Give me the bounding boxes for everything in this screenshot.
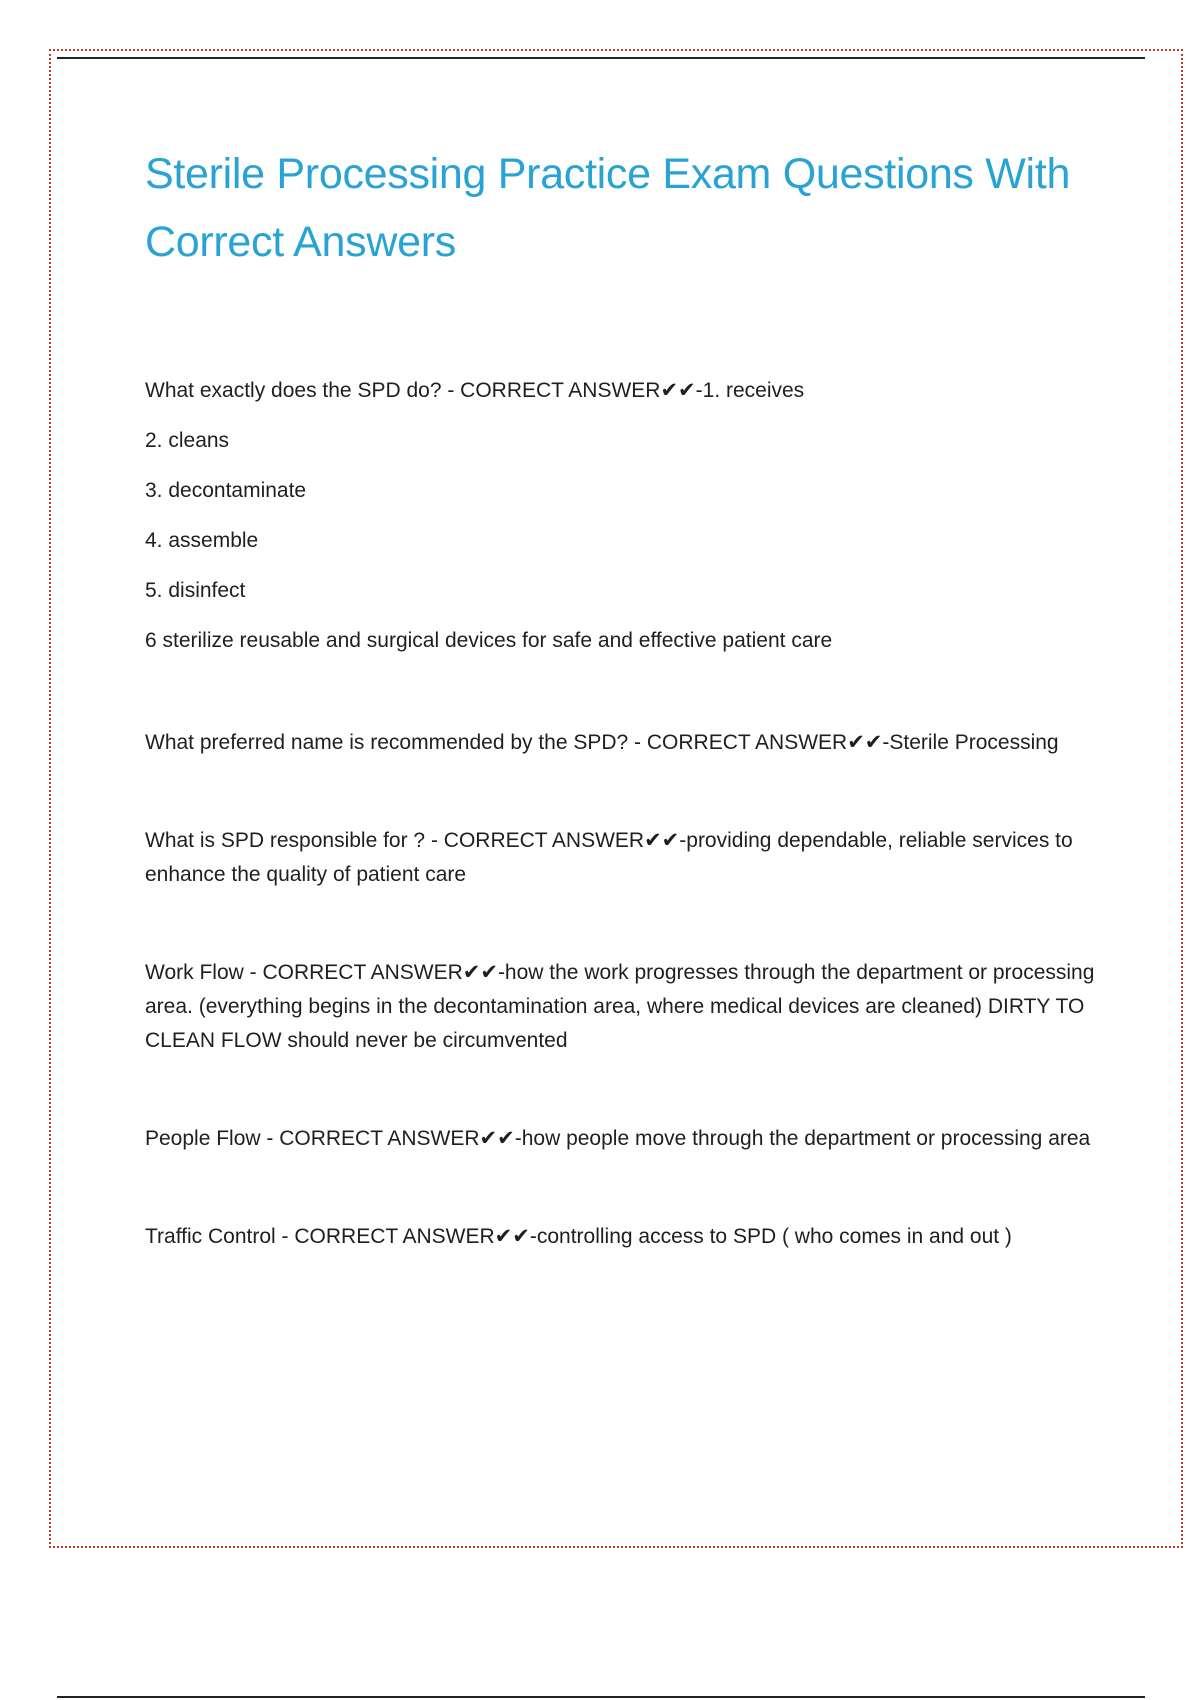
list-item: 5. disinfect	[145, 579, 246, 602]
document-title: Sterile Processing Practice Exam Questions With Correct Answers	[145, 150, 1071, 266]
document-body	[145, 140, 1095, 1318]
qa-text: People Flow - CORRECT ANSWER✔✔-how people move through the department or processing area	[145, 1127, 1091, 1150]
list-item: 4. assemble	[145, 529, 259, 552]
qa-text: Work Flow - CORRECT ANSWER✔✔-how the work progresses through the department or processing area. (everything begins in the decontamination area, where medical devices are cleaned) DIRTY TO CLEAN FLOW should never be circumvented	[145, 961, 1095, 1052]
qa-item-spd-duties	[145, 374, 1095, 658]
qa-text: Traffic Control - CORRECT ANSWER✔✔-controlling access to SPD ( who comes in and out )	[145, 1225, 1012, 1248]
list-item: 6 sterilize reusable and surgical devices for safe and effective patient care	[145, 629, 833, 652]
qa-item-people-flow	[145, 1122, 1095, 1156]
qa-item-traffic-control	[145, 1220, 1095, 1254]
qa-item-spd-responsibility	[145, 824, 1095, 892]
qa-text: What preferred name is recommended by the SPD? - CORRECT ANSWER✔✔-Sterile Processing	[145, 731, 1059, 754]
qa-item-work-flow	[145, 956, 1095, 1058]
footer-rule	[57, 1696, 1145, 1698]
qa-item-preferred-name	[145, 726, 1095, 760]
list-item: 2. cleans	[145, 429, 230, 452]
qa-question-line: What exactly does the SPD do? - CORRECT ANSWER✔✔-1. receives	[145, 379, 805, 402]
header-rule	[57, 57, 1145, 59]
qa-text: What is SPD responsible for ? - CORRECT ANSWER✔✔-providing dependable, reliable services to enhance the quality of patient care	[145, 829, 1073, 886]
list-item: 3. decontaminate	[145, 479, 307, 502]
